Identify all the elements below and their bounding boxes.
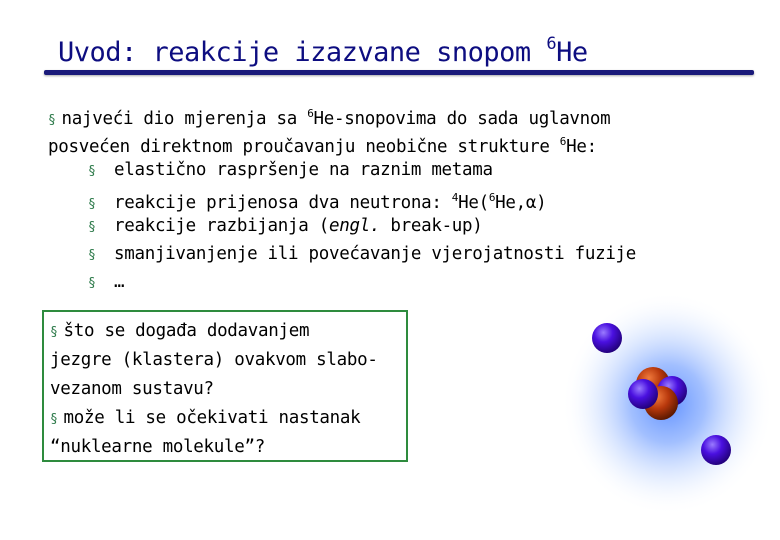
sub-item-emphasis-3: engl. — [328, 216, 381, 236]
sub-item-3 — [48, 212, 768, 240]
box-line-1 — [50, 317, 402, 346]
bullet-icon: § — [88, 197, 96, 212]
intro-sup-1: 6 — [307, 107, 314, 120]
bullet-icon: § — [88, 164, 96, 179]
page-title — [58, 34, 588, 68]
bullet-icon: § — [50, 412, 58, 427]
bullet-icon: § — [88, 248, 96, 263]
sub-item-text-5: … — [114, 272, 125, 292]
sub-item-1 — [48, 156, 768, 184]
title-underline — [44, 70, 754, 75]
bullet-icon: § — [50, 325, 58, 340]
intro-text-1b: He-snopovima do sada uglavnom — [313, 109, 611, 129]
title-superscript: 6 — [546, 34, 557, 54]
box-line-2: jezgre (klastera) ovakvom slabo- — [50, 350, 378, 370]
box-line-5: “nuklearne molekule”? — [50, 437, 265, 457]
neutron-sphere — [628, 379, 658, 409]
box-line-3: vezanom sustavu? — [50, 379, 214, 399]
sub-item-text-3a: reakcije razbijanja ( — [114, 216, 329, 236]
intro-sup-2: 6 — [559, 135, 567, 148]
intro-line-2 — [48, 128, 768, 156]
intro-text-2b: He: — [566, 137, 597, 157]
box-line-4 — [50, 404, 402, 433]
neutron-sphere — [592, 323, 622, 353]
sub-item-text-2c: He,α) — [495, 193, 547, 213]
intro-text-2a: posvećen direktnom proučavanju neobične strukture — [48, 137, 560, 157]
sub-item-text-1: elastično raspršenje na raznim metama — [114, 160, 493, 180]
intro-line-1 — [48, 100, 768, 128]
sub-item-text-4: smanjivanjenje ili povećavanje vjerojatnosti fuzije — [114, 244, 637, 264]
neutron-sphere — [701, 435, 731, 465]
sub-item-4 — [48, 240, 768, 268]
bullet-icon: § — [88, 220, 96, 235]
sub-item-sup-2b: 6 — [488, 191, 496, 204]
title-prefix: Uvod: reakcije izazvane snopom — [58, 37, 547, 68]
title-suffix: He — [556, 37, 588, 68]
bullet-icon: § — [88, 276, 96, 291]
box-text-4: može li se očekivati nastanak — [63, 408, 361, 428]
helium-6-nucleus-icon — [557, 296, 770, 520]
bullet-icon: § — [48, 113, 56, 128]
sub-item-text-2a: reakcije prijenosa dva neutrona: — [114, 193, 452, 213]
box-text-1: što se događa dodavanjem — [63, 321, 310, 341]
main-content — [48, 100, 768, 296]
sub-item-2 — [48, 184, 768, 212]
sub-item-text-2b: He( — [458, 193, 489, 213]
sub-item-text-3b: break-up) — [380, 216, 483, 236]
intro-text-1a: najveći dio mjerenja sa — [61, 109, 308, 129]
sub-item-sup-2a: 4 — [451, 191, 459, 204]
question-box — [42, 310, 408, 462]
sub-item-5 — [48, 268, 768, 296]
